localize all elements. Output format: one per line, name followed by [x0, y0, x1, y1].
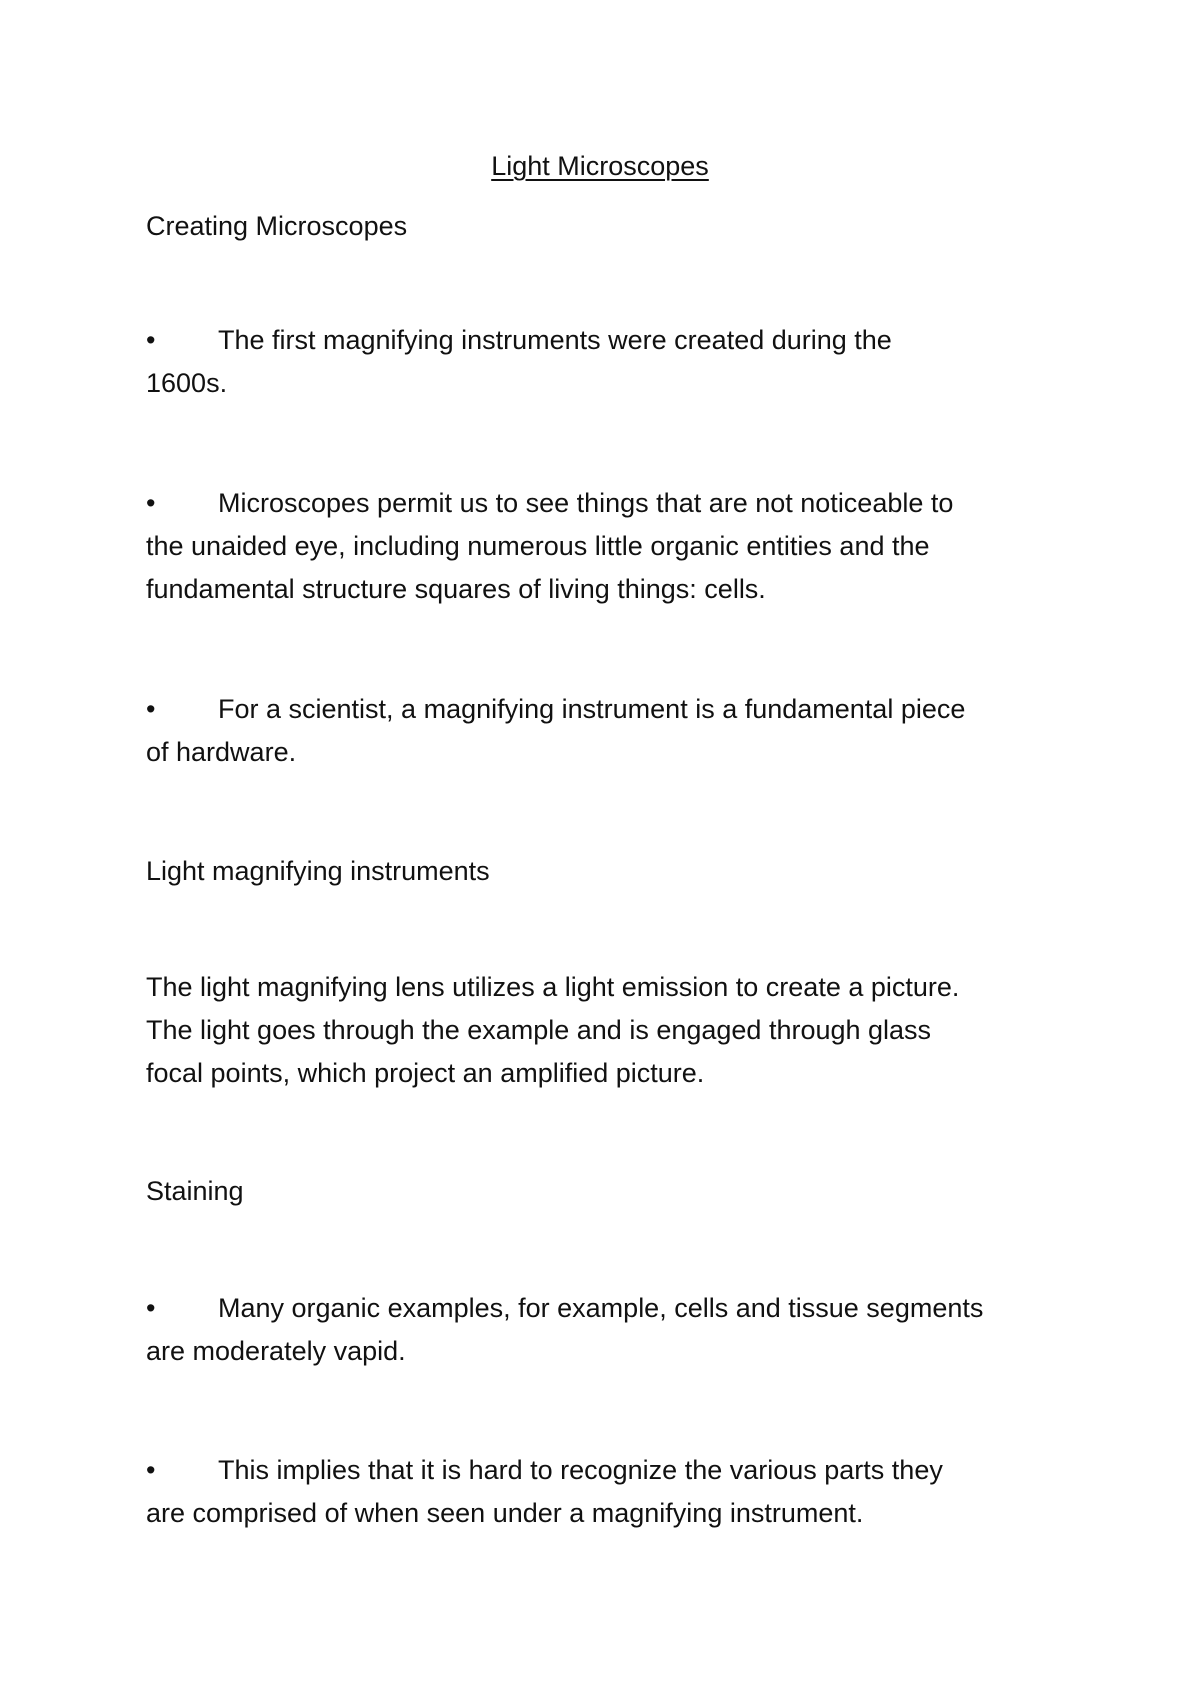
bullet-text-continuation: of hardware.: [146, 737, 297, 767]
bullet-item: [146, 688, 1071, 774]
bullet-first-line: [146, 482, 1071, 525]
section-heading-light-magnifying-instruments: Light magnifying instruments: [146, 856, 490, 886]
paragraph-line: The light goes through the example and is engaged through glass: [146, 1015, 932, 1045]
bullet-item: [146, 482, 1071, 611]
bullet-marker: •: [146, 1455, 156, 1485]
bullet-marker: •: [146, 325, 156, 355]
paragraph-line: focal points, which project an amplified picture.: [146, 1058, 705, 1088]
bullet-text: Many organic examples, for example, cells and tissue segments: [218, 1293, 984, 1323]
bullet-text-continuation: the unaided eye, including numerous little organic entities and the: [146, 531, 930, 561]
paragraph-line: The light magnifying lens utilizes a light emission to create a picture.: [146, 972, 960, 1002]
bullet-first-line: [146, 688, 1071, 731]
page-title-text: Light Microscopes: [491, 151, 709, 181]
bullet-marker: •: [146, 488, 156, 518]
section-heading-creating-microscopes: Creating Microscopes: [146, 211, 408, 241]
section-heading-staining: Staining: [146, 1176, 244, 1206]
bullet-first-line: [146, 1449, 1071, 1492]
bullet-marker: •: [146, 694, 156, 724]
bullet-first-line: [146, 319, 1071, 362]
bullet-text: Microscopes permit us to see things that are not noticeable to: [218, 488, 954, 518]
bullet-item: [146, 319, 1071, 405]
bullet-item: [146, 1287, 1071, 1373]
bullet-text-continuation: fundamental structure squares of living things: cells.: [146, 574, 766, 604]
bullet-text: This implies that it is hard to recognize the various parts they: [218, 1455, 943, 1485]
bullet-item: [146, 1449, 1071, 1535]
bullet-first-line: [146, 1287, 1071, 1330]
bullet-text-continuation: are comprised of when seen under a magnifying instrument.: [146, 1498, 864, 1528]
bullet-text: For a scientist, a magnifying instrument is a fundamental piece: [218, 694, 966, 724]
bullet-text-continuation: are moderately vapid.: [146, 1336, 406, 1366]
bullet-marker: •: [146, 1293, 156, 1323]
page-title: [0, 145, 1200, 188]
bullet-text: The first magnifying instruments were created during the: [218, 325, 892, 355]
bullet-text-continuation: 1600s.: [146, 368, 228, 398]
paragraph: [146, 966, 1071, 1095]
